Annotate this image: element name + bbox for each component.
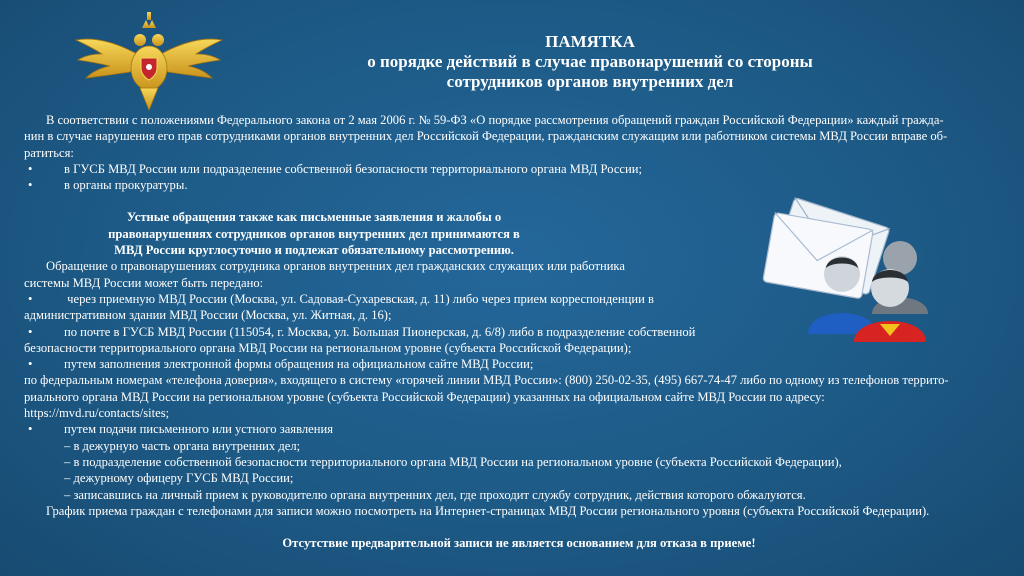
body-text — [24, 112, 1014, 551]
final-notice: Отсутствие предварительной записи не является основанием для отказа в приеме! — [282, 536, 756, 551]
bullet-icon: • — [28, 422, 33, 437]
list-item-text: в ГУСБ МВД России или подразделение собственной безопасности территориального органа МВД России; — [64, 161, 643, 176]
title-main: ПАМЯТКА — [545, 32, 635, 51]
list-item — [24, 161, 1014, 177]
bullet-icon: • — [28, 291, 33, 306]
intro-line-3: ратиться: — [24, 145, 74, 160]
hotline-line-1: по федеральным номерам «телефона доверия», входящего в систему «горячей линии МВД России»: (800) 250-02-35, (495) 667-74-47 либо по одному из телефонов террито- — [24, 373, 949, 388]
bullet-icon: • — [28, 178, 33, 193]
sub-list-item: – дежурному офицеру ГУСБ МВД России; — [64, 471, 294, 486]
title-block — [300, 32, 880, 92]
list-item-continuation: безопасности территориального органа МВД России на региональном уровне (субъекта Российской Федерации); — [24, 340, 632, 355]
list-item — [24, 324, 1014, 340]
list-item-text: путем заполнения электронной формы обращения на официальном сайте МВД России; — [64, 357, 534, 372]
list-item-text: путем подачи письменного или устного заявления — [64, 422, 333, 437]
list-item-text: по почте в ГУСБ МВД России (115054, г. Москва, ул. Большая Пионерская, д. 6/8) либо в подразделение собственной — [64, 324, 696, 339]
list-item-text: в органы прокуратуры. — [64, 178, 188, 193]
title-subtitle-1: о порядке действий в случае правонарушений со стороны — [367, 52, 813, 71]
sub-list-item: – в дежурную часть органа внутренних дел; — [64, 438, 301, 453]
intro-line-1: В соответствии с положениями Федерального закона от 2 мая 2006 г. № 59-ФЗ «О порядке рассмотрения обращений граждан Российской Федерации» каждый гражда- — [46, 113, 944, 127]
sub-list-item: – записавшись на личный прием к руководителю органа внутренних дел, где проходит службу сотрудник, действия которого обжалуются. — [64, 487, 806, 502]
title-subtitle-2: сотрудников органов внутренних дел — [446, 72, 734, 91]
list-item — [24, 291, 1014, 307]
hotline-url[interactable]: https://mvd.ru/contacts/sites; — [24, 406, 170, 421]
list-item — [24, 421, 1014, 437]
intro-line-2: нин в случае нарушения его прав сотрудниками органов внутренних дел Российской Федерации, гражданским служащим или работником системы МВД России вправе об- — [24, 129, 948, 144]
list-item — [24, 356, 1014, 372]
hotline-line-2: риального органа МВД России на региональном уровне (субъекта Российской Федерации) указанных на официальном сайте МВД России по адресу: — [24, 389, 825, 404]
notice-line-3: МВД России круглосуточно и подлежат обязательному рассмотрению. — [114, 243, 514, 258]
list-item-continuation: административном здании МВД России (Москва, ул. Житная, д. 16); — [24, 308, 392, 323]
bullet-icon: • — [28, 357, 33, 372]
bullet-icon: • — [28, 161, 33, 176]
list-item-text: через приемную МВД России (Москва, ул. Садовая-Сухаревская, д. 11) либо через прием корреспонденции в — [64, 291, 654, 306]
list-item — [24, 177, 1014, 193]
bullet-icon: • — [28, 324, 33, 339]
notice-line-2: правонарушениях сотрудников органов внутренних дел принимаются в — [108, 226, 520, 241]
sub-list-item: – в подразделение собственной безопасности территориального органа МВД России на региональном уровне (субъекта Российской Федерации), — [64, 454, 842, 469]
appeal-line-2: системы МВД России может быть передано: — [24, 275, 264, 290]
schedule-text: График приема граждан с телефонами для записи можно посмотреть на Интернет-страницах МВД России регионального уровня (субъекта Российской Федерации). — [46, 503, 930, 518]
double-headed-eagle-emblem — [74, 6, 224, 114]
appeal-line-1: Обращение о правонарушениях сотрудника органов внутренних дел гражданских служащих или работника — [46, 259, 625, 274]
notice-line-1: Устные обращения также как письменные заявления и жалобы о — [126, 210, 502, 225]
